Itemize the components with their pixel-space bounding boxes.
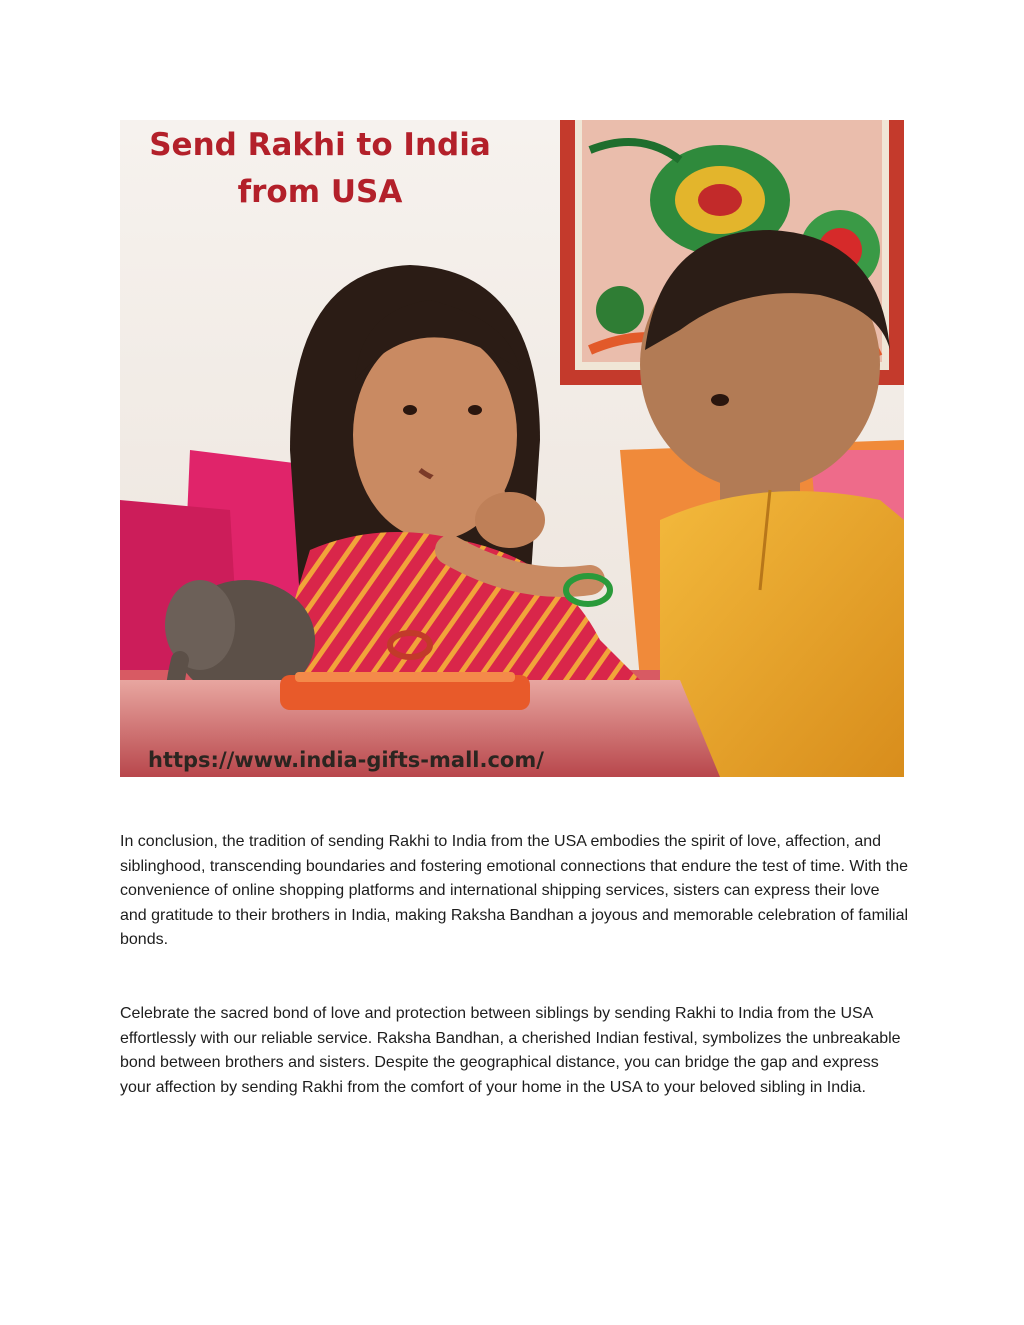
hero-image — [120, 120, 904, 777]
paragraph-conclusion: In conclusion, the tradition of sending Rakhi to India from the USA embodies the spirit of love, affection, and siblinghood, transcending boundaries and fostering emotional connections that endure the test of time. With the convenience of online shopping platforms and international shipping services, sisters can express their love and gratitude to their brothers in India, making Raksha Bandhan a joyous and memorable celebration of familial bonds. — [120, 833, 909, 949]
rakhi-photo-illustration — [120, 120, 904, 777]
hero-url: https://www.india-gifts-mall.com/ — [148, 748, 544, 772]
paragraph-celebrate: Celebrate the sacred bond of love and protection between siblings by sending Rakhi to India from the USA effortlessly with our reliable service. Raksha Bandhan, a cherished Indian festival, symbolizes the unbreakable bond between brothers and sisters. Despite the geographical distance, you can bridge the gap and express your affection by sending Rakhi from the comfort of your home in the USA to your beloved sibling in India. — [120, 1005, 901, 1096]
hero-title-line-2: from USA — [237, 174, 403, 210]
hero-title-line-1: Send Rakhi to India — [149, 127, 491, 163]
hero-title — [120, 122, 520, 216]
